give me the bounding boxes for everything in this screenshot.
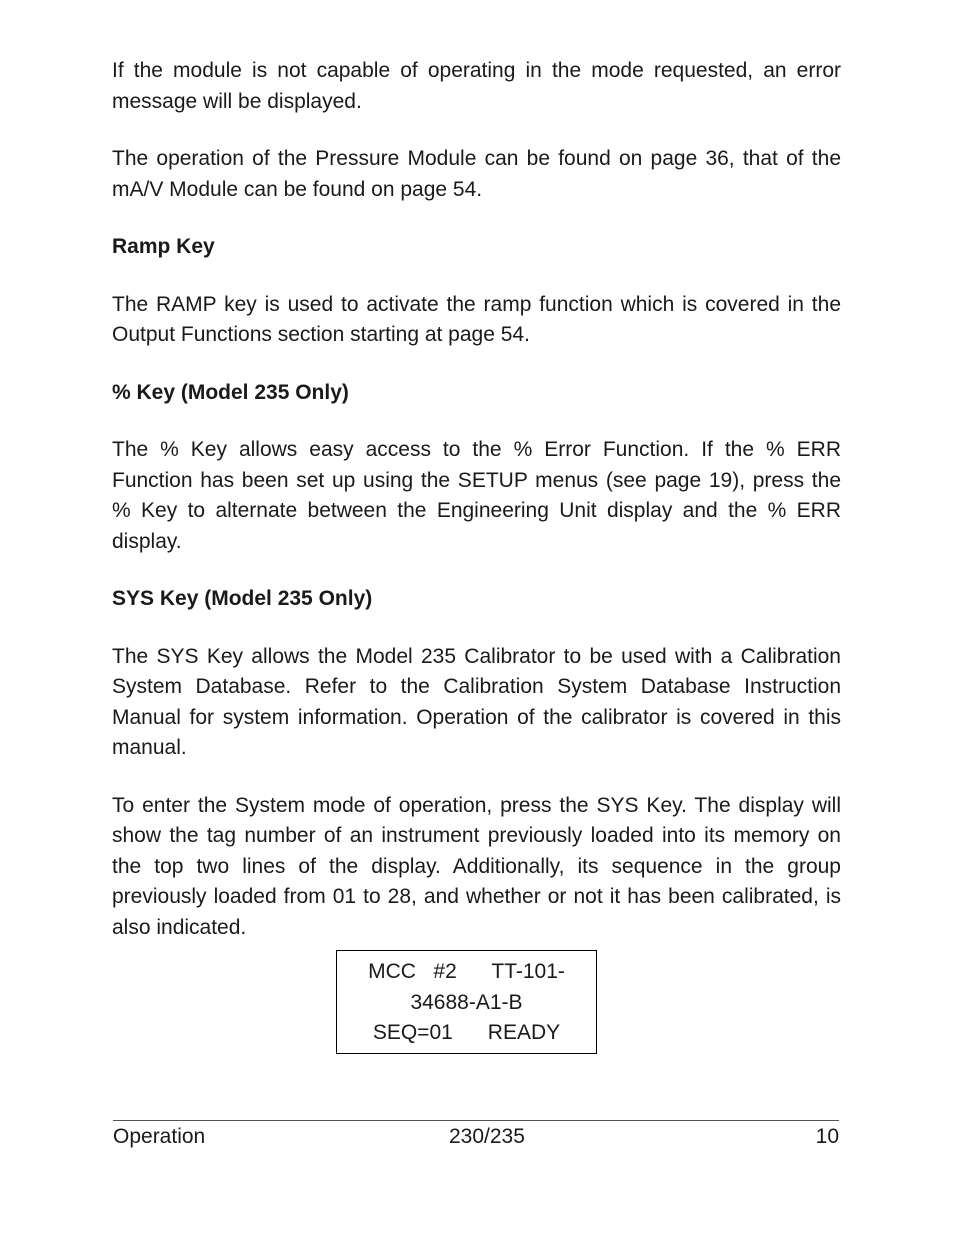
footer-divider [113, 1120, 839, 1121]
page-content [112, 56, 841, 970]
paragraph-sys-key: The SYS Key allows the Model 235 Calibrator to be used with a Calibration System Database. Refer to the Calibration System Database Instruction Manual for system information. Operation of the calibrator is covered in this manual. [112, 644, 841, 759]
paragraph-ramp-key: The RAMP key is used to activate the ramp function which is covered in the Output Functions section starting at page 54. [112, 292, 841, 346]
paragraph-system-mode: To enter the System mode of operation, press the SYS Key. The display will show the tag number of an instrument previously loaded into its memory on the top two lines of the display. Additionally, its sequence in the group previously loaded from 01 to 28, and whether or not it has been calibrated, is also indicated. [112, 793, 841, 939]
paragraph-error-message: If the module is not capable of operating in the mode requested, an error message will be displayed. [112, 59, 841, 113]
footer-model: 230/235 [449, 1125, 525, 1148]
heading-sys-key: SYS Key (Model 235 Only) [112, 587, 373, 610]
paragraph-percent-key: The % Key allows easy access to the % Error Function. If the % ERR Function has been set up using the SETUP menus (see page 19), press the % Key to alternate between the Engineering Unit display and the % ERR display. [112, 438, 841, 553]
heading-percent-key: % Key (Model 235 Only) [112, 380, 349, 404]
display-line-2: 34688-A1-B [410, 990, 523, 1014]
display-line-3: SEQ=01 READY [372, 1021, 561, 1044]
paragraph-module-pages: The operation of the Pressure Module can be found on page 36, that of the mA/V Module can be found on page 54. [112, 147, 841, 201]
heading-ramp-key: Ramp Key [112, 235, 215, 258]
display-line-1: MCC #2 TT-101- [368, 960, 565, 983]
display-example [336, 950, 597, 1054]
footer-page-number: 10 [815, 1125, 839, 1148]
footer-section: Operation [113, 1125, 206, 1148]
